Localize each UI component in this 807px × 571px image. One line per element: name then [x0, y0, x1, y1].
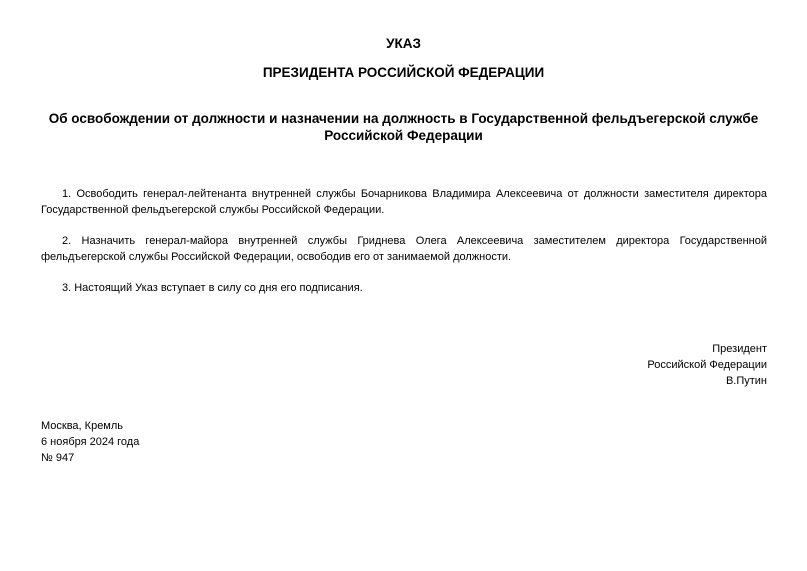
document-type-heading: УКАЗ [386, 36, 421, 51]
signature-position-line-2: Российской Федерации [647, 359, 767, 371]
signature-position-line-1: Президент [712, 343, 767, 355]
signing-place: Москва, Кремль [41, 420, 124, 432]
decree-paragraph-2: 2. Назначить генерал-майора внутренней службы Гриднева Олега Алексеевича заместителем директора Государственной фельдъегерской службы Российской Федерации, освободив его от занимаемой должности. [41, 235, 767, 263]
signatory-name: В.Путин [725, 375, 767, 387]
decree-title: Об освобождении от должности и назначении на должность в Государственной фельдъегерской службе Российской Федерации [48, 111, 759, 143]
issuer-heading: ПРЕЗИДЕНТА РОССИЙСКОЙ ФЕДЕРАЦИИ [262, 65, 545, 80]
signature-block [647, 341, 767, 389]
decree-footer [41, 418, 139, 466]
decree-paragraph-3: 3. Настоящий Указ вступает в силу со дня его подписания. [62, 282, 363, 294]
decree-paragraph-1: 1. Освободить генерал-лейтенанта внутренней службы Бочарникова Владимира Алексеевича от должности заместителя директора Государственной фельдъегерской службы Российской Федерации. [41, 188, 767, 216]
decree-number: № 947 [41, 452, 75, 464]
signing-date: 6 ноября 2024 года [41, 436, 140, 448]
